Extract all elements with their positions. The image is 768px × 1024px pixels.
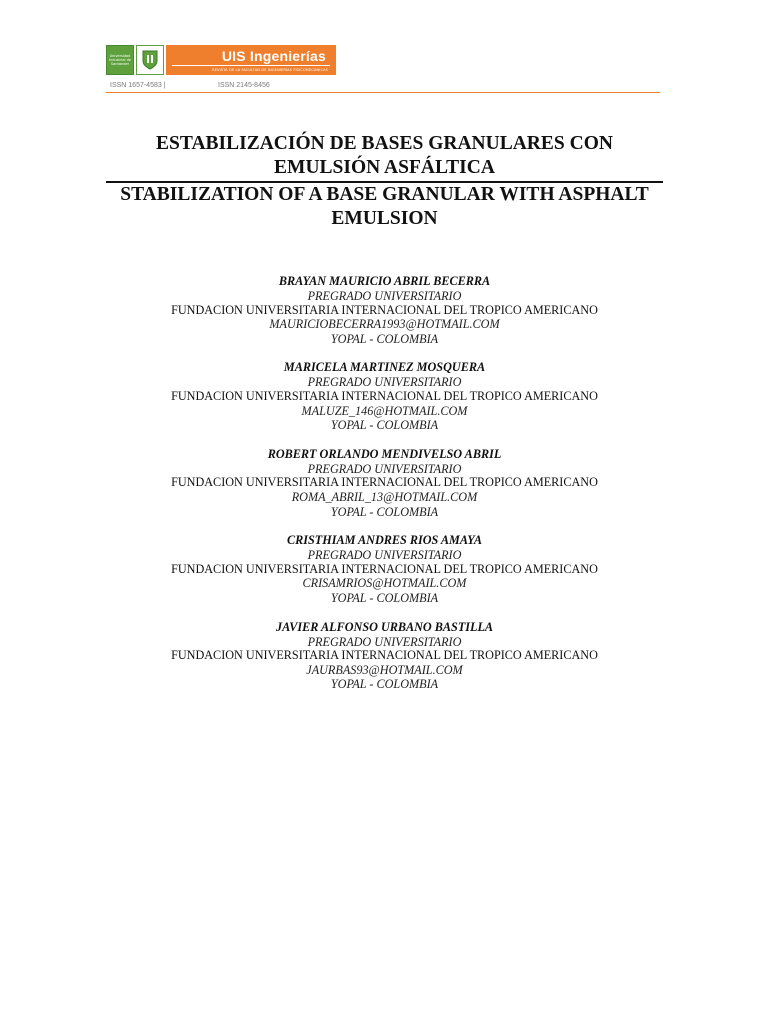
journal-logo xyxy=(106,45,336,77)
journal-tagline: REVISTA DE LA FACULTAD DE INGENIERÍAS FISICOMECÁNICAS xyxy=(212,68,328,72)
issn-print: ISSN 1657-4583 | xyxy=(110,82,166,89)
author-city: YOPAL - COLOMBIA xyxy=(330,418,439,433)
author-city: YOPAL - COLOMBIA xyxy=(330,504,439,519)
author-city: YOPAL - COLOMBIA xyxy=(330,590,439,605)
author-institution: FUNDACION UNIVERSITARIA INTERNACIONAL DEL TROPICO AMERICANO xyxy=(171,302,598,317)
author-city: YOPAL - COLOMBIA xyxy=(330,677,439,692)
university-logo xyxy=(106,45,134,75)
author-email: JAURBAS93@HOTMAIL.COM xyxy=(306,662,463,677)
university-logo-text: Universidad Industrial de Santander xyxy=(109,53,131,67)
author-program: PREGRADO UNIVERSITARIO xyxy=(307,461,462,476)
author-email: MALUZE_146@HOTMAIL.COM xyxy=(301,403,468,418)
author-program: PREGRADO UNIVERSITARIO xyxy=(307,634,462,649)
issn-online: ISSN 2145-8456 xyxy=(218,82,270,89)
university-shield-icon xyxy=(136,45,164,75)
author-name: BRAYAN MAURICIO ABRIL BECERRA xyxy=(278,274,491,288)
title-spanish: ESTABILIZACIÓN DE BASES GRANULARES CON EMULSIÓN ASFÁLTICA xyxy=(156,133,613,178)
author-institution: FUNDACION UNIVERSITARIA INTERNACIONAL DEL TROPICO AMERICANO xyxy=(171,388,598,403)
author-block xyxy=(106,533,663,605)
journal-name: UIS Ingenierías xyxy=(221,48,326,64)
author-city: YOPAL - COLOMBIA xyxy=(330,331,439,346)
journal-banner xyxy=(166,45,336,75)
author-block xyxy=(106,620,663,692)
author-list xyxy=(106,274,663,706)
title-english: STABILIZATION OF A BASE GRANULAR WITH ASPHALT EMULSION xyxy=(120,184,649,229)
author-name: JAVIER ALFONSO URBANO BASTILLA xyxy=(275,619,494,634)
author-block xyxy=(106,360,663,432)
author-program: PREGRADO UNIVERSITARIO xyxy=(307,548,462,563)
header-divider xyxy=(106,92,660,93)
author-email: CRISAMRIOS@HOTMAIL.COM xyxy=(302,576,467,591)
issn-row xyxy=(110,80,410,90)
author-email: ROMA_ABRIL_13@HOTMAIL.COM xyxy=(291,489,478,504)
author-name: MARICELA MARTINEZ MOSQUERA xyxy=(283,360,486,375)
author-email: MAURICIOBECERRA1993@HOTMAIL.COM xyxy=(269,317,500,332)
author-program: PREGRADO UNIVERSITARIO xyxy=(307,375,462,390)
author-institution: FUNDACION UNIVERSITARIA INTERNACIONAL DEL TROPICO AMERICANO xyxy=(171,475,598,490)
author-name: ROBERT ORLANDO MENDIVELSO ABRIL xyxy=(267,446,502,461)
author-program: PREGRADO UNIVERSITARIO xyxy=(307,289,462,303)
banner-divider xyxy=(172,65,330,66)
author-institution: FUNDACION UNIVERSITARIA INTERNACIONAL DEL TROPICO AMERICANO xyxy=(171,561,598,576)
author-block xyxy=(106,447,663,519)
author-institution: FUNDACION UNIVERSITARIA INTERNACIONAL DEL TROPICO AMERICANO xyxy=(171,648,598,663)
author-block xyxy=(106,274,663,346)
author-name: CRISTHIAM ANDRES RIOS AMAYA xyxy=(287,533,482,548)
